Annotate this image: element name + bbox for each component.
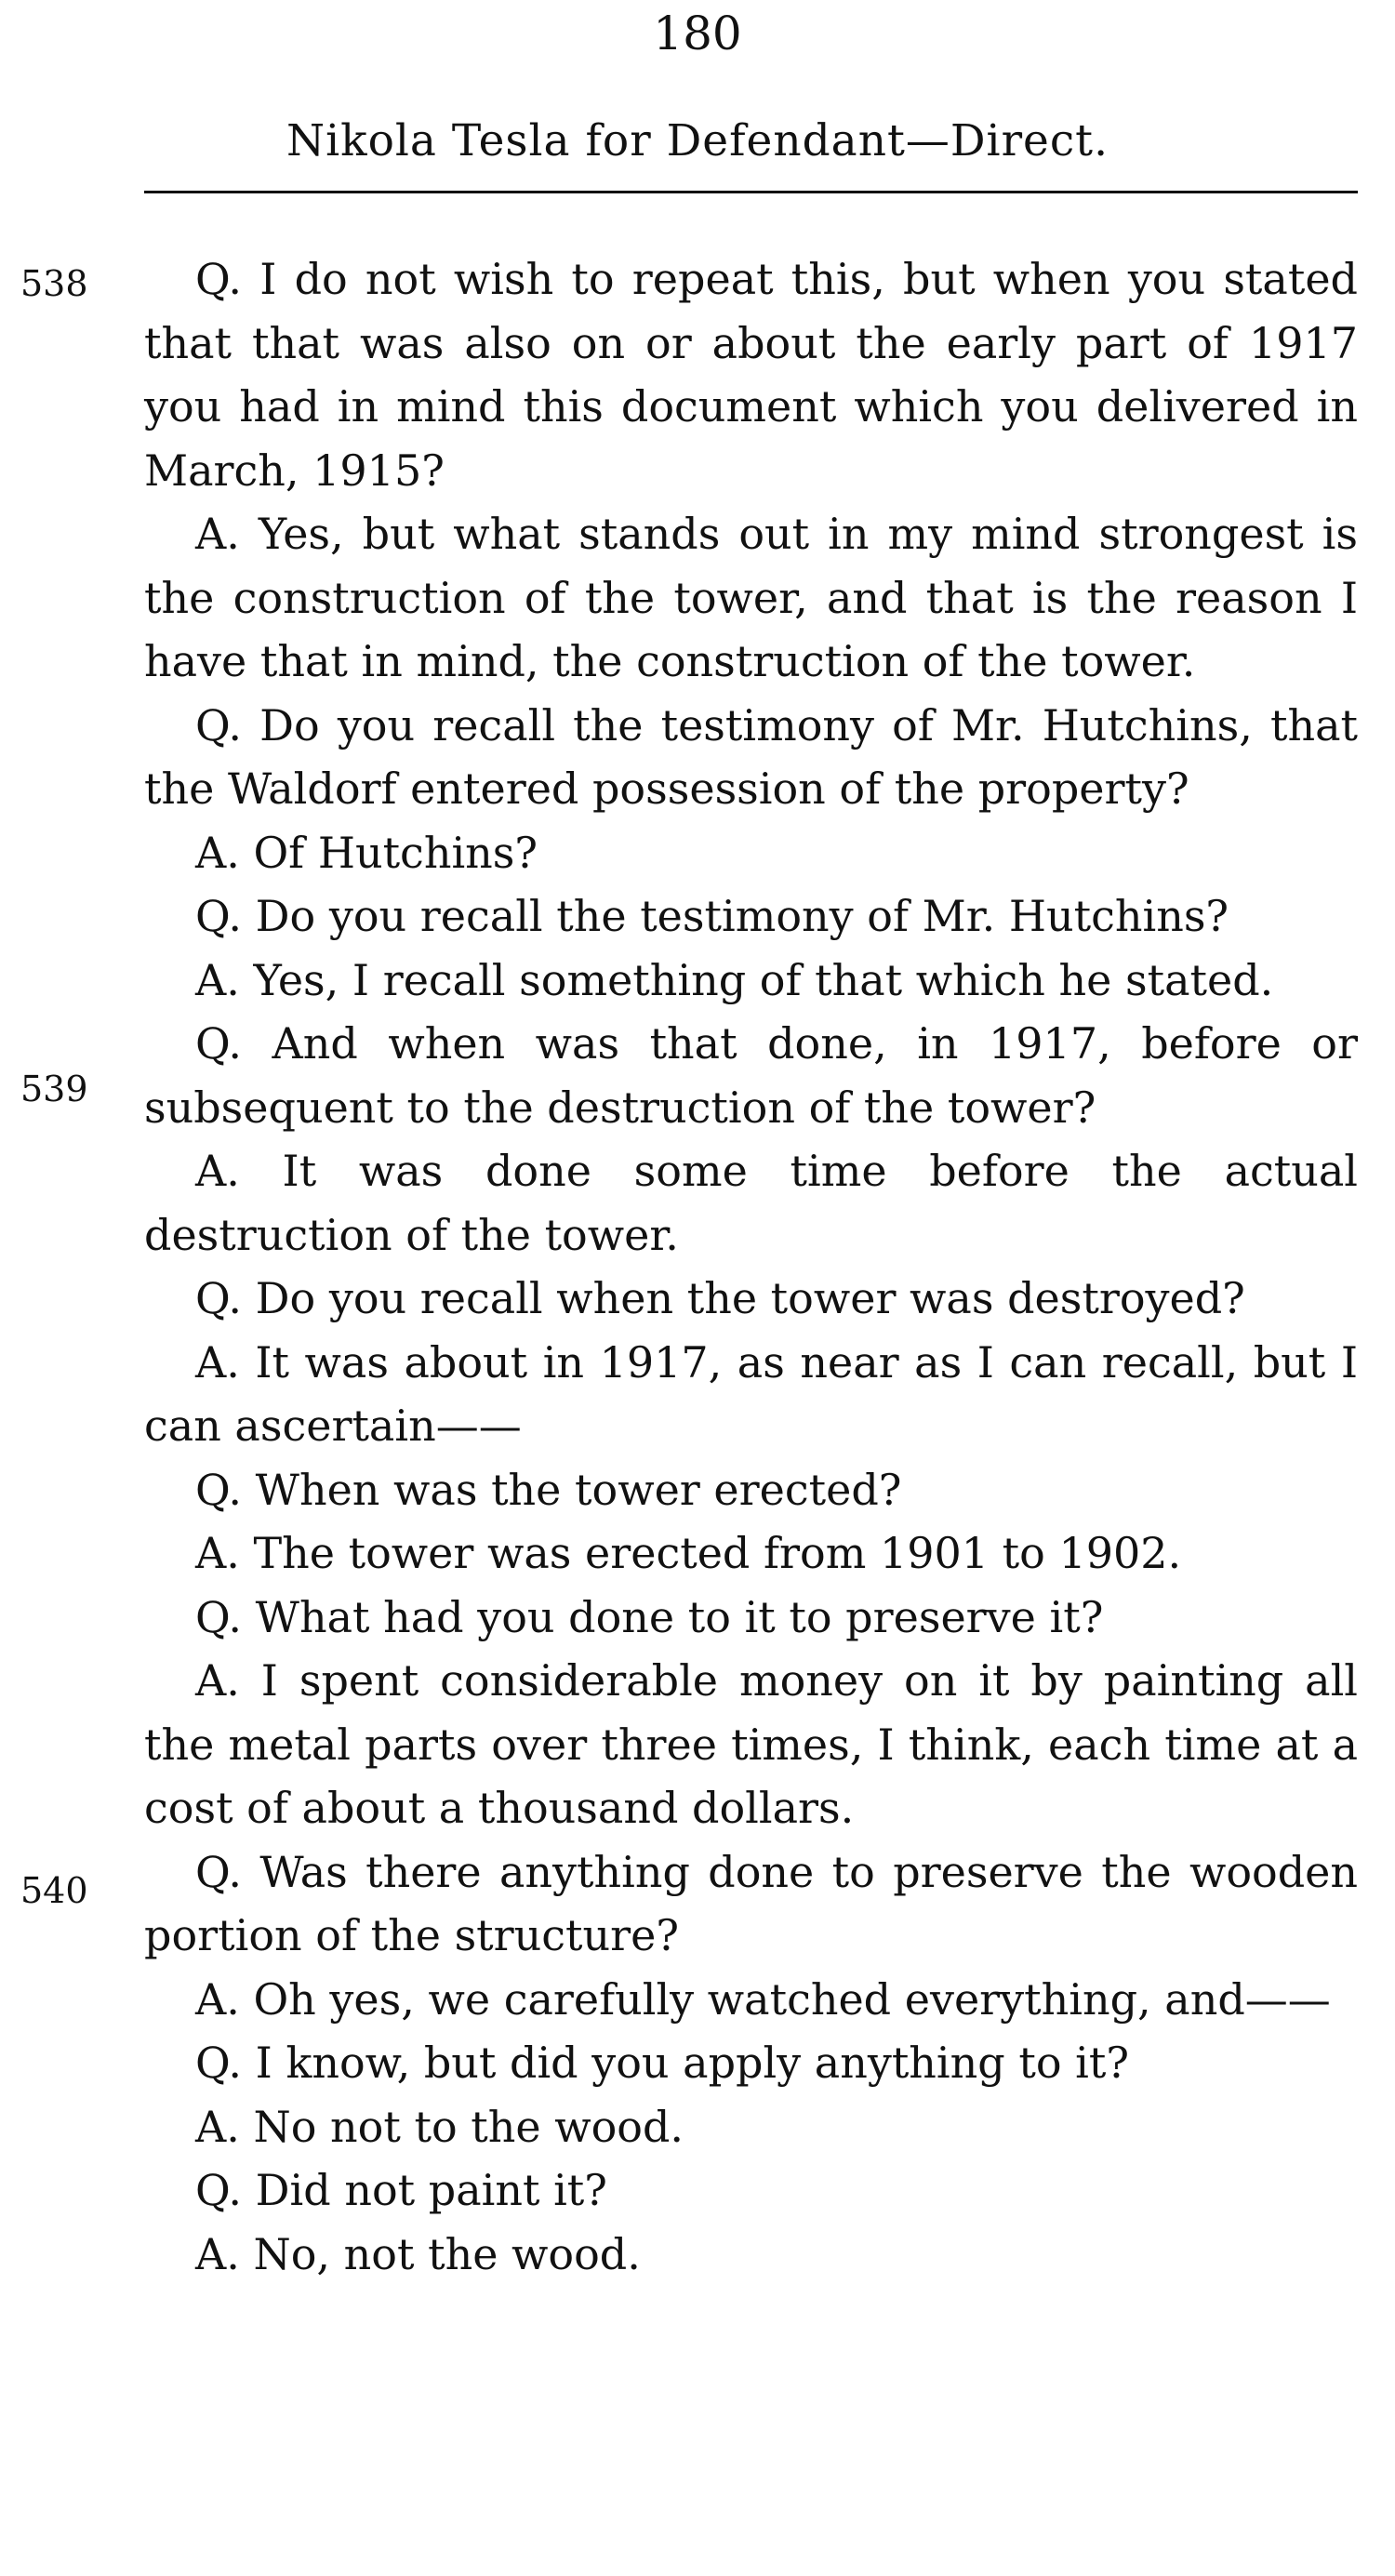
header-rule (144, 191, 1358, 193)
answer-8: A. Oh yes, we carefully watched everything, and—— (195, 1973, 1331, 2025)
margin-number-538: 538 (20, 263, 88, 304)
answer-9: A. No not to the wood. (195, 2101, 684, 2152)
running-head: Nikola Tesla for Defendant—Direct. (286, 115, 1109, 166)
question-8: Q. Was there anything done to preserve the wooden portion of the structure? (144, 1846, 1358, 1960)
answer-2: A. Of Hutchins? (195, 827, 538, 878)
answer-1: A. Yes, but what stands out in my mind strongest is the construction of the tower, and that is the reason I have that in mind, the construction of the tower. (144, 509, 1358, 686)
margin-number-539: 539 (20, 1069, 88, 1109)
margin-number-540: 540 (20, 1870, 88, 1911)
question-10: Q. Did not paint it? (195, 2165, 607, 2215)
answer-7: A. I spent considerable money on it by painting all the metal parts over three times, I think, each time at a cost of about a thousand dollars. (144, 1655, 1358, 1833)
question-2: Q. Do you recall the testimony of Mr. Hutchins, that the Waldorf entered possession of the property? (144, 699, 1358, 814)
answer-6: A. The tower was erected from 1901 to 1902. (195, 1528, 1182, 1578)
testimony-body (144, 247, 1358, 2286)
page-number: 180 (653, 7, 742, 60)
question-3: Q. Do you recall the testimony of Mr. Hutchins? (195, 891, 1229, 941)
question-4: Q. And when was that done, in 1917, before or subsequent to the destruction of the tower? (144, 1018, 1358, 1133)
answer-5: A. It was about in 1917, as near as I can recall, but I can ascertain—— (144, 1336, 1358, 1451)
answer-4: A. It was done some time before the actual destruction of the tower. (144, 1146, 1358, 1260)
question-9: Q. I know, but did you apply anything to it? (195, 2038, 1130, 2088)
answer-10: A. No, not the wood. (195, 2228, 641, 2279)
answer-3: A. Yes, I recall something of that which he stated. (195, 954, 1274, 1005)
question-7: Q. What had you done to it to preserve it? (195, 1591, 1104, 1642)
question-1: Q. I do not wish to repeat this, but when you stated that that was also on or about the early part of 1917 you had in mind this document which you delivered in March, 1915? (144, 254, 1358, 496)
question-6: Q. When was the tower erected? (195, 1464, 902, 1515)
question-5: Q. Do you recall when the tower was destroyed? (195, 1273, 1245, 1323)
